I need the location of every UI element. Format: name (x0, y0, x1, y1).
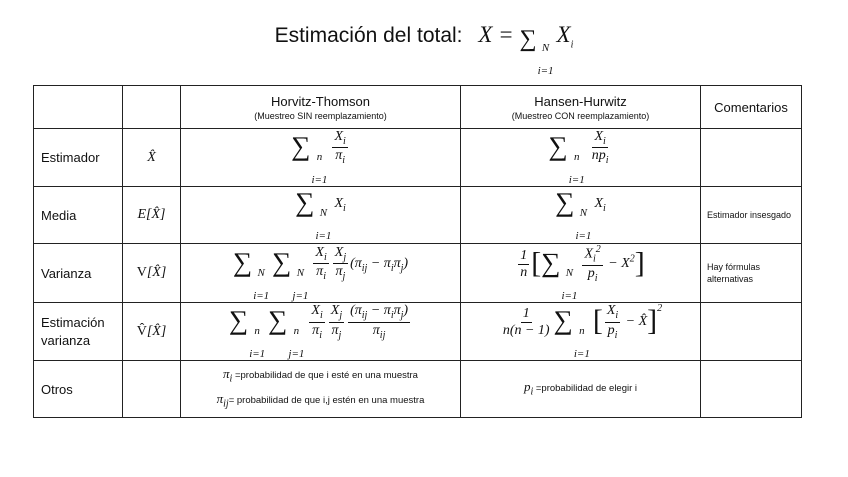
ht-variance-estimate-formula: ∑ n i=1 ∑ n j=1 $\frac{X_i}{\pi_i}$ $\frac{X_j}{\pi_j}$ $\frac{(\pi_{ij} - \pi_i\pi_j)}{\pi_{ij}}$ (181, 303, 461, 361)
p-i-text: =probabilidad de elegir i (535, 382, 638, 394)
title-formula: X = ∑ N i=1 $X_i$ (478, 22, 574, 77)
header-empty-1 (34, 86, 123, 129)
hh-variance-estimate-formula: $\frac{1}{n(n - 1)}$ ∑ n i=1 [ $\frac{X_i}{p_i}$ − X̂]$^2$ (461, 303, 701, 361)
pi-i-definition: $\pi_i$ =probabilidad de que i esté en una muestra (223, 365, 418, 385)
comment-estimador (701, 129, 802, 187)
pi-ij-definition: $\pi_{ij}=$ probabilidad de que i,j estén en una muestra (216, 391, 425, 410)
hh-subtitle: (Muestreo CON reemplazamiento) (511, 110, 650, 121)
row-varianza (34, 244, 802, 303)
hh-definitions: $p_i$ =probabilidad de elegir i (461, 361, 701, 418)
header-row (34, 86, 802, 129)
row-estimacion-varianza (34, 303, 802, 361)
symbol-variance-hat: V̂[X̂] (123, 303, 181, 361)
ht-subtitle: (Muestreo SIN reemplazamiento) (254, 110, 387, 121)
ht-mean-formula: ∑ N i=1 $X_i$ (181, 187, 461, 244)
ht-estimator-formula: ∑ n i=1 $\frac{X_i}{\pi_i}$ (181, 129, 461, 187)
comment-media: Estimador insesgado (701, 187, 802, 244)
ht-definitions (181, 361, 461, 418)
symbol-variance: V[X̂] (123, 244, 181, 303)
hh-mean-formula: ∑ N i=1 $X_i$ (461, 187, 701, 244)
row-label-media: Media (34, 187, 123, 244)
title-label: Estimación del total: (274, 24, 463, 47)
ht-title: Horvitz-Thomson (271, 93, 370, 109)
row-label-otros: Otros (34, 361, 123, 418)
estimation-table (33, 85, 802, 418)
ht-variance-formula: ∑ N i=1 ∑ N j=1 $\frac{X_i}{\pi_i}$ $\frac{X_j}{\pi_j}$ $(\pi_{ij} - \pi_i\pi_j)$ (181, 244, 461, 303)
row-label-estimador: Estimador (34, 129, 123, 187)
comment-estimacion-varianza (701, 303, 802, 361)
hh-estimator-formula: ∑ n i=1 $\frac{X_i}{np_i}$ (461, 129, 701, 187)
row-media (34, 187, 802, 244)
header-horvitz-thomson (181, 86, 461, 129)
row-otros (34, 361, 802, 418)
symbol-x-hat: X̂ (123, 129, 181, 187)
page-title (0, 22, 848, 77)
otros-symbol-empty (123, 361, 181, 418)
comments-title: Comentarios (714, 99, 788, 115)
comment-varianza: Hay fórmulas alternativas (701, 244, 802, 303)
row-estimador (34, 129, 802, 187)
comment-otros (701, 361, 802, 418)
row-label-estimacion-varianza: Estimación varianza (34, 303, 123, 361)
pi-ij-text: = probabilidad de que i,j estén en una muestra (228, 395, 425, 407)
header-comments (701, 86, 802, 129)
symbol-expectation: E[X̂] (123, 187, 181, 244)
row-label-varianza: Varianza (34, 244, 123, 303)
hh-variance-formula: $\frac{1}{n}$ [∑ N i=1 $\frac{X_i^2}{p_i}$ − $X^2$] (461, 244, 701, 303)
hh-title: Hansen-Hurwitz (534, 93, 627, 109)
pi-i-text: =probabilidad de que i esté en una muestra (234, 369, 418, 381)
header-hansen-hurwitz (461, 86, 701, 129)
header-empty-2 (123, 86, 181, 129)
